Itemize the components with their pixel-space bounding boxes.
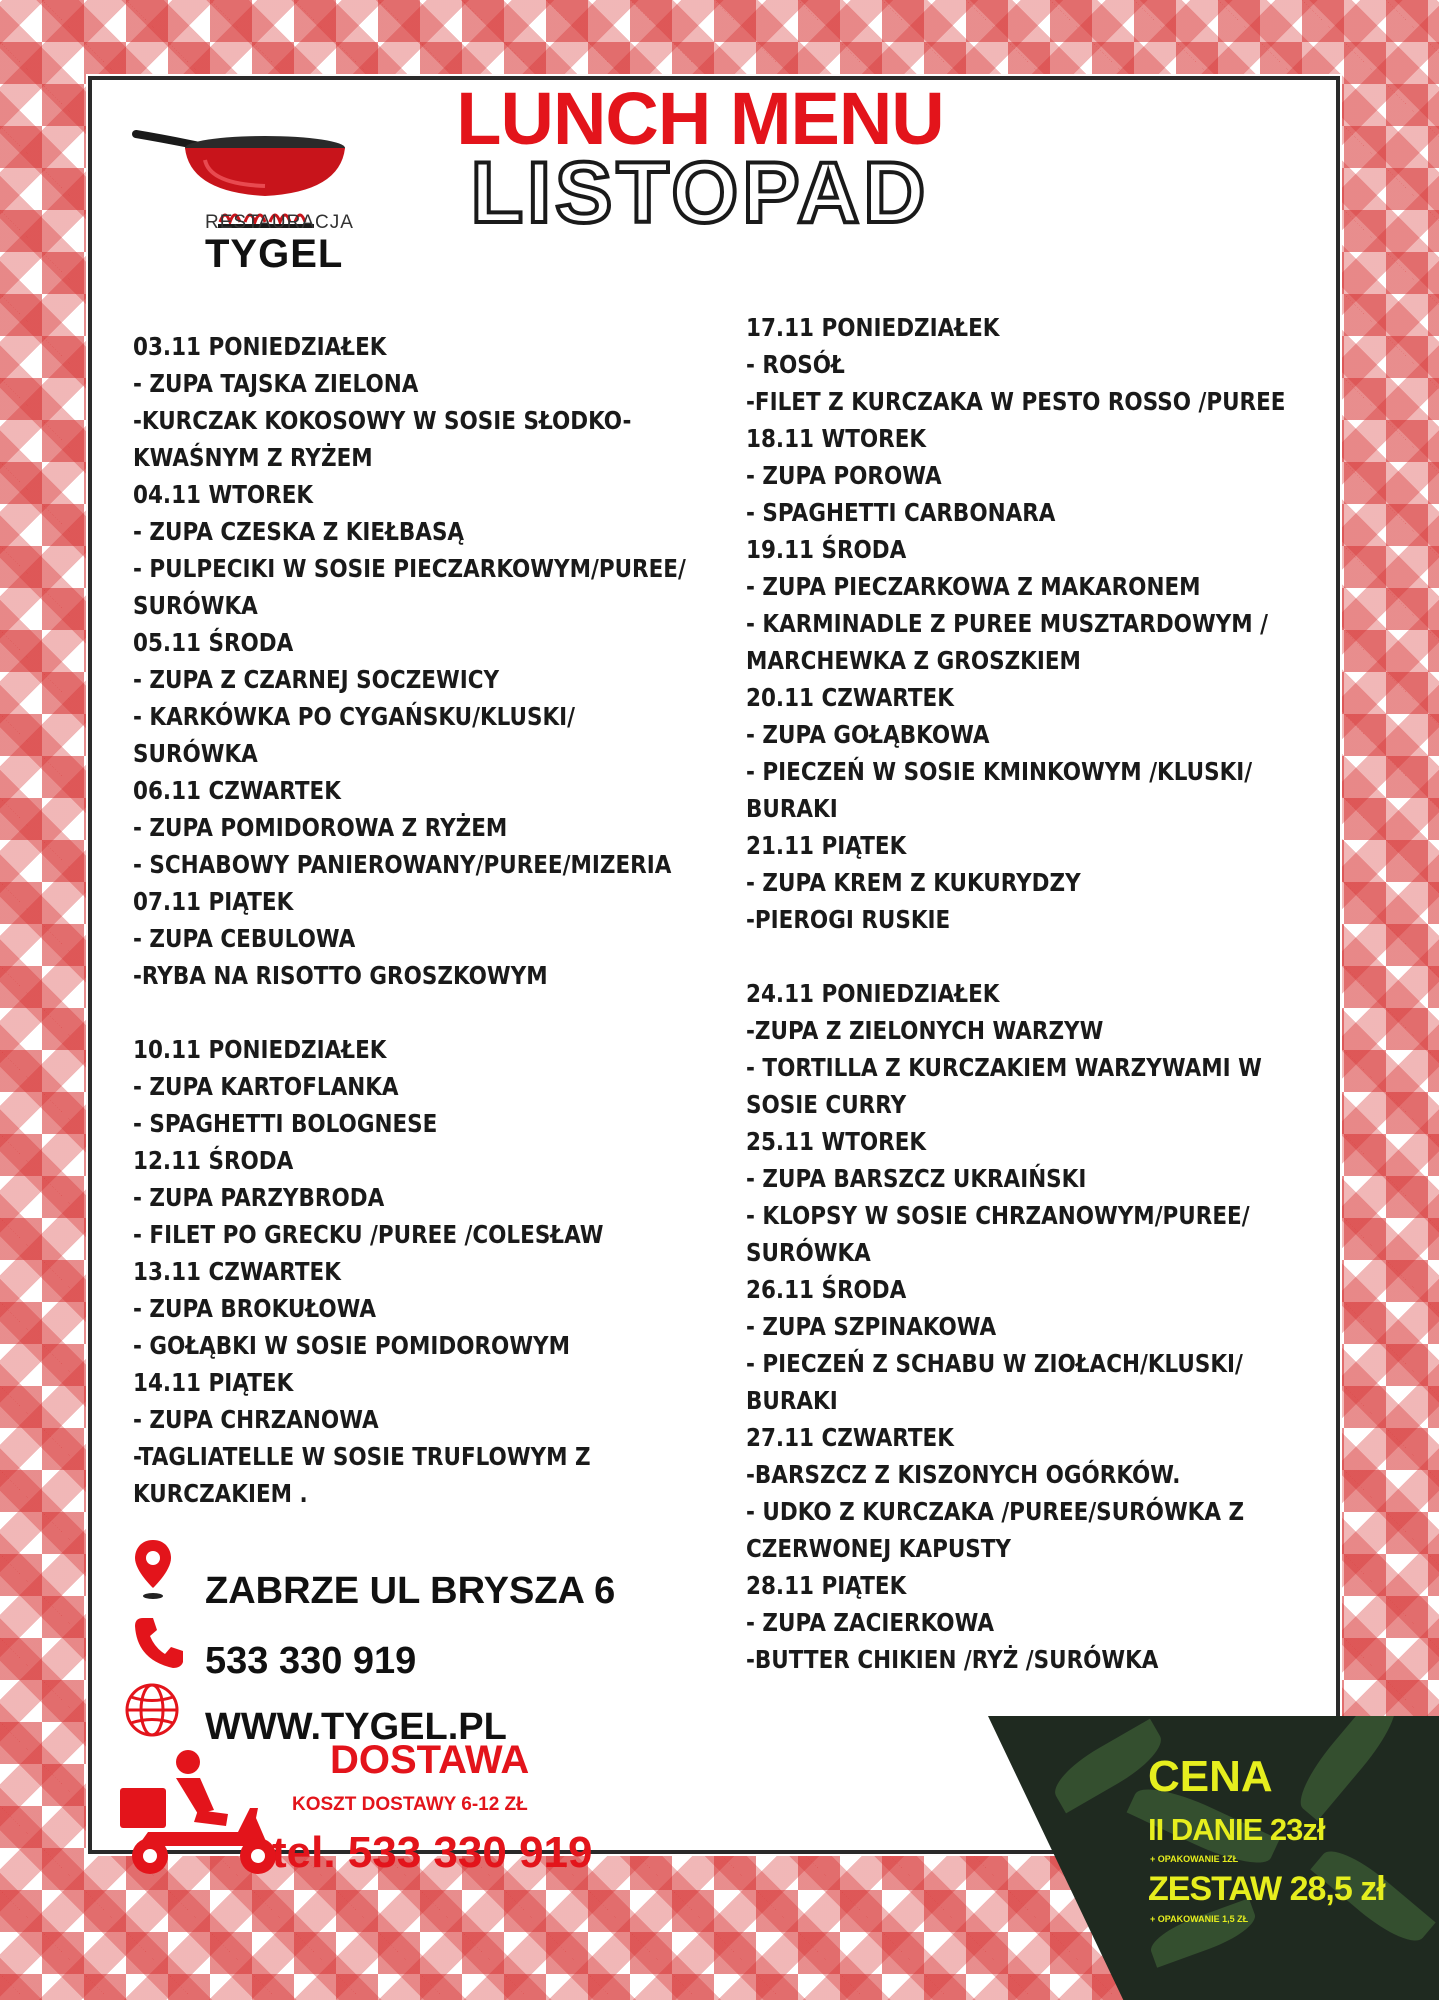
menu-line: 21.11 PIĄTEK [746, 831, 907, 860]
menu-line: - ZUPA BARSZCZ UKRAIŃSKI [746, 1164, 1087, 1193]
menu-line: - ZUPA GOŁĄBKOWA [746, 720, 990, 749]
price-title: CENA [1148, 1752, 1273, 1801]
menu-line: - SPAGHETTI BOLOGNESE [133, 1109, 438, 1138]
menu-line: SURÓWKA [746, 1238, 871, 1267]
month-title: LISTOPAD [470, 145, 930, 241]
menu-line: -RYBA NA RISOTTO GROSZKOWYM [133, 961, 548, 990]
menu-column-left [133, 328, 686, 1512]
delivery-phone[interactable]: tel. 533 330 919 [272, 1828, 593, 1877]
menu-line: KURCZAKIEM . [133, 1479, 308, 1508]
menu-line: BURAKI [746, 794, 838, 823]
menu-title: LUNCH MENU [456, 77, 944, 160]
menu-line: - ZUPA KARTOFLANKA [133, 1072, 399, 1101]
menu-line: BURAKI [746, 1386, 838, 1415]
menu-line: - ZUPA Z CZARNEJ SOCZEWICY [133, 665, 500, 694]
menu-line: - SPAGHETTI CARBONARA [746, 498, 1056, 527]
menu-line: 27.11 CZWARTEK [746, 1423, 954, 1452]
menu-line: 25.11 WTOREK [746, 1127, 927, 1156]
menu-line: - TORTILLA Z KURCZAKIEM WARZYWAMI W [746, 1053, 1262, 1082]
price-danie-note: + OPAKOWANIE 1ZŁ [1150, 1854, 1239, 1864]
price-zestaw-note: + OPAKOWANIE 1,5 ZŁ [1150, 1914, 1249, 1924]
logo-subtitle: RESTAURACJA [205, 212, 354, 233]
menu-line: 06.11 CZWARTEK [133, 776, 341, 805]
logo-name: TYGEL [205, 232, 344, 276]
menu-line: 07.11 PIĄTEK [133, 887, 294, 916]
menu-line: - ZUPA POMIDOROWA Z RYŻEM [133, 813, 508, 842]
phone-icon [133, 1614, 185, 1670]
menu-line: 04.11 WTOREK [133, 480, 314, 509]
menu-line: -KURCZAK KOKOSOWY W SOSIE SŁODKO- [133, 406, 632, 435]
website-link[interactable]: WWW.TYGEL.PL [205, 1706, 507, 1748]
menu-line: 28.11 PIĄTEK [746, 1571, 907, 1600]
menu-line: - ZUPA CHRZANOWA [133, 1405, 379, 1434]
menu-line: 14.11 PIĄTEK [133, 1368, 294, 1397]
globe-icon [124, 1682, 180, 1738]
menu-line: -BUTTER CHIKIEN /RYŻ /SURÓWKA [746, 1645, 1159, 1674]
menu-line: - ZUPA SZPINAKOWA [746, 1312, 997, 1341]
menu-line: 03.11 PONIEDZIAŁEK [133, 332, 387, 361]
menu-line: - SCHABOWY PANIEROWANY/PUREE/MIZERIA [133, 850, 672, 879]
menu-line: - ZUPA KREM Z KUKURYDZY [746, 868, 1081, 897]
menu-line: 12.11 ŚRODA [133, 1146, 294, 1175]
menu-line: - ZUPA PARZYBRODA [133, 1183, 385, 1212]
menu-line: - KARKÓWKA PO CYGAŃSKU/KLUSKI/ [133, 702, 576, 731]
menu-line: 05.11 ŚRODA [133, 628, 294, 657]
menu-line: 19.11 ŚRODA [746, 535, 907, 564]
menu-line: 17.11 PONIEDZIAŁEK [746, 313, 1000, 342]
menu-line: 24.11 PONIEDZIAŁEK [746, 979, 1000, 1008]
menu-line: 10.11 PONIEDZIAŁEK [133, 1035, 387, 1064]
menu-spacer [133, 994, 686, 1031]
menu-line: -FILET Z KURCZAKA W PESTO ROSSO /PUREE [746, 387, 1286, 416]
menu-line: 13.11 CZWARTEK [133, 1257, 341, 1286]
phone-text[interactable]: 533 330 919 [205, 1640, 417, 1682]
menu-spacer [746, 938, 1285, 975]
menu-line: 20.11 CZWARTEK [746, 683, 954, 712]
menu-line: - KARMINADLE Z PUREE MUSZTARDOWYM / [746, 609, 1268, 638]
menu-line: -TAGLIATELLE W SOSIE TRUFLOWYM Z [133, 1442, 591, 1471]
delivery-title: DOSTAWA [330, 1738, 530, 1782]
menu-column-right [746, 309, 1285, 1678]
menu-line: -BARSZCZ Z KISZONYCH OGÓRKÓW. [746, 1460, 1181, 1489]
menu-line: 18.11 WTOREK [746, 424, 927, 453]
menu-line: 26.11 ŚRODA [746, 1275, 907, 1304]
menu-line: MARCHEWKA Z GROSZKIEM [746, 646, 1081, 675]
menu-line: - ZUPA BROKUŁOWA [133, 1294, 377, 1323]
menu-line: - ZUPA TAJSKA ZIELONA [133, 369, 419, 398]
menu-line: - ZUPA POROWA [746, 461, 942, 490]
menu-line: - ZUPA ZACIERKOWA [746, 1608, 994, 1637]
delivery-cost: KOSZT DOSTAWY 6-12 ZŁ [292, 1794, 528, 1815]
location-pin-icon [133, 1538, 173, 1602]
menu-line: - PIECZEŃ Z SCHABU W ZIOŁACH/KLUSKI/ [746, 1349, 1243, 1378]
menu-line: - PIECZEŃ W SOSIE KMINKOWYM /KLUSKI/ [746, 757, 1253, 786]
price-danie: II DANIE 23zł [1148, 1812, 1325, 1847]
menu-line: - UDKO Z KURCZAKA /PUREE/SURÓWKA Z [746, 1497, 1245, 1526]
price-zestaw: ZESTAW 28,5 zł [1148, 1870, 1385, 1908]
menu-line: SOSIE CURRY [746, 1090, 907, 1119]
menu-line: - ZUPA CZESKA Z KIEŁBASĄ [133, 517, 465, 546]
address-text: ZABRZE UL BRYSZA 6 [205, 1570, 616, 1612]
menu-line: -PIEROGI RUSKIE [746, 905, 951, 934]
delivery-scooter-icon [118, 1748, 286, 1878]
menu-line: - FILET PO GRECKU /PUREE /COLESŁAW [133, 1220, 604, 1249]
menu-line: SURÓWKA [133, 591, 258, 620]
menu-line: - ROSÓŁ [746, 350, 845, 379]
menu-line: - PULPECIKI W SOSIE PIECZARKOWYM/PUREE/ [133, 554, 686, 583]
menu-line: - GOŁĄBKI W SOSIE POMIDOROWYM [133, 1331, 571, 1360]
menu-line: - ZUPA CEBULOWA [133, 924, 356, 953]
menu-line: - KLOPSY W SOSIE CHRZANOWYM/PUREE/ [746, 1201, 1250, 1230]
menu-line: KWAŚNYM Z RYŻEM [133, 443, 373, 472]
menu-line: - ZUPA PIECZARKOWA Z MAKARONEM [746, 572, 1201, 601]
menu-line: SURÓWKA [133, 739, 258, 768]
menu-line: CZERWONEJ KAPUSTY [746, 1534, 1012, 1563]
menu-line: -ZUPA Z ZIELONYCH WARZYW [746, 1016, 1104, 1045]
